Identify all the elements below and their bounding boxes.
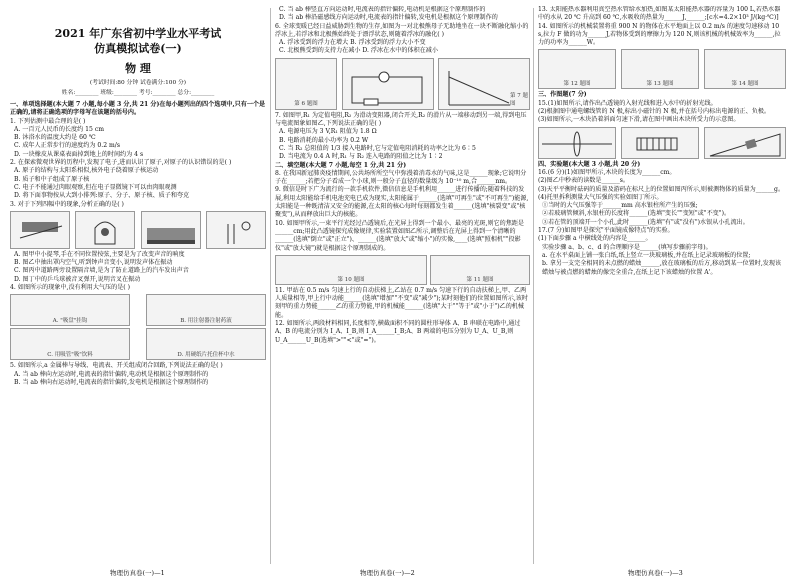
question-7: 7. 如图甲,R₁ 为定值电阻,R₂ 为滑动变阻器,闭合开关,R₂ 的滑片从一端移动到另一端,得到电压与电流图象如图乙,下列说法正确的是( ) xyxy=(275,111,527,128)
q7-figure-graph xyxy=(438,58,530,110)
q4-figure-a xyxy=(10,294,130,326)
q3-figure-violin xyxy=(10,211,70,249)
q1-option-c: C. 成年人正常步行的速度约为 0.2 m/s xyxy=(14,142,120,150)
q2-option-c: C. 电子不能通过肉眼观察,但在电子显微镜下可以由肉眼观测 xyxy=(14,183,177,191)
question-17-step-b: b. 拿另一支完全相同的未点燃的蜡烛______,放在玻璃板的后方,移动到某一位置时,发现该蜡烛与被点燃的蜡烛的像完全重合,在纸上记下该蜡烛的位置 A'。 xyxy=(542,260,782,276)
q4-option-a: A. "吸盘"挂钩 xyxy=(52,318,88,325)
solenoid-icon xyxy=(623,130,697,158)
question-11: 11. 甲站在 0.5 m/s 匀速上行的自动扶梯上,乙站在 0.7 m/s 匀速下行的自动扶梯上,甲、乙两人质量相等,甲上行中动能______(选填"增加""不变"或"减少");某时刻他们的位置如图所示,该时刻甲的重力势能______乙的重力势能,甲的机械能______(选填"大于""等于"或"小于")乙的机械能。 xyxy=(275,286,528,319)
q12-figure xyxy=(538,49,616,89)
q3-option-d: D. 图丁中的乒乓球被音叉弹开,说明音叉在振动 xyxy=(14,275,141,283)
figure-12-caption: 第 12 题图 xyxy=(563,81,591,88)
q14-figure xyxy=(704,49,786,89)
question-12: 12. 如图所示,两段材料相同,长度相等,横截面积不同的圆柱形导体 A、B 串联在电路中,通过 A、B 的电流分别为 I_A、I_B,则 I_A______I_B;A、B 两端的电压分别为 U_A、U_B,则 U_A______U_B(选填">""<"或"=")。 xyxy=(275,320,521,344)
tuning-fork-icon xyxy=(208,214,264,248)
q3-figure-sound-wall xyxy=(141,211,201,249)
question-16-part-2: (2)图乙中秒表的读数是______s。 xyxy=(538,177,629,185)
question-1: 1. 下列估测中最合理的是( ) xyxy=(10,117,86,125)
q7-figure-circuit xyxy=(342,58,434,110)
figure-6-caption: 第 6 题图 xyxy=(294,101,318,108)
q1-option-b: B. 沐浴水的温度大约是 60 ℃ xyxy=(14,134,96,142)
q7-option-c: C. 当 R₂ 总阻值的 1/3 接入电路时,它与定值电阻消耗的功率之比为 6∶5 xyxy=(279,144,476,152)
q6-figure-polar-bears xyxy=(275,58,337,110)
q4-figure-b xyxy=(146,294,266,326)
column-1 xyxy=(10,6,266,566)
q6-options-ab: A. 浮冰受到的浮力在增大 B. 浮冰受到的浮力大小不变 xyxy=(279,39,426,47)
q4-option-b: B. 用注射器注射药液 xyxy=(180,318,232,325)
q10-figure-lens xyxy=(275,255,427,285)
q6-q7-figures xyxy=(275,58,530,110)
q4-figure-d xyxy=(146,328,266,360)
question-6: 6. 全球变暖已经日益威胁到生物的生存,如图为一对北极熊母子无助地坐在一块不断融化缩小的浮冰上,若浮冰和北极熊始终处于漂浮状态,则随着浮冰的融化( ) xyxy=(275,22,529,38)
q12-q14-figures xyxy=(538,49,786,89)
question-5: 5. 如图所示,a 金属棒与导线、电流表、开关组成闭合回路,下列说法正确的是( ) xyxy=(10,362,223,370)
question-4: 4. 如图所示的现象中,没有利用大气压的是( ) xyxy=(10,284,130,292)
q6-options-cd: C. 北极熊受到的支持力在减小 D. 浮冰在水中的体积在减小 xyxy=(279,47,438,55)
circuit-icon xyxy=(344,69,432,109)
sound-wall-icon xyxy=(143,214,199,248)
question-9: 9. 微信是时下广为流行的一款手机软件,微信信息是手机利用______进行传播的;随着科技的发展,利用太阳能给手机电池充电已成为现实,太阳能属于______(选填"可再生"或"不可再生")能源,太阳能是一种既清洁又安全的能源,在太阳的核心每时每刻都发生着______(选填"核裂变"或"核聚变"),从而释放出巨大的核能。 xyxy=(275,186,529,219)
question-10: 10. 如图甲所示,一束平行光经过凸透镜后,在光屏上得到一个最小、最亮的光斑,则它的焦距是______cm;用此凸透镜探究成像规律,实验装置如图乙所示,调整后在光屏上得到一个清晰的______(选填"倒立"或"正立")、______(选填"放大"或"缩小")的实像,____(选填"照相机""投影仪"或"放大镜")就是根据这个原理制成的。 xyxy=(275,219,525,252)
question-17: 17.(7 分)如图甲是探究"平面镜成像特点"的实验。 xyxy=(538,227,674,235)
iv-graph-icon xyxy=(439,69,510,109)
q2-option-a: A. 原子的结构与太阳系相似,核外电子绕着原子核运动 xyxy=(14,167,159,175)
violin-icon xyxy=(12,214,68,248)
page-footer-3: 物理仿真卷(一)—3 xyxy=(628,569,683,577)
q15-figure-incline xyxy=(704,127,786,159)
q5-option-c: C. 当 ab 棒竖直方向运动时,电流表的指针偏转,电动机是根据这个原理制作的 xyxy=(279,6,486,13)
column-2 xyxy=(275,6,530,566)
q4-figures-top xyxy=(10,294,266,326)
figure-14-caption: 第 14 题图 xyxy=(731,81,759,88)
question-16-part-3: (3)天平平衡时砝码的质量及游码在标尺上的位置如图丙所示,则被测物体的质量为______g。 xyxy=(538,185,785,193)
column-divider-1 xyxy=(270,8,271,564)
question-17-step-a: a. 在水平桌面上铺一张白纸,纸上竖立一块玻璃板,并在纸上记录玻璃板的位置; xyxy=(542,251,751,259)
question-13: 13. 太阳能热水器利用真空热水管给水加热,如图某太阳能热水器的容量为 100 L,若热水器中的水从 20 ℃ 升高到 60 ℃,水吸收的热量为______J,______;[c水=4.2×10³ J/(kg·℃)] xyxy=(538,6,781,22)
question-14: 14. 如图所示的机械装置将重 900 N 的物体在水平地面上以 0.2 m/s 的速度匀速移动 10 s,拉力 F 做的功为______J,若物体受到的摩擦力为 120 N,则该机械的机械效率为______,拉力的功率为______W。 xyxy=(538,22,781,47)
question-15: 15.(1)如图所示,请作出凸透镜的入射光线和进入水中的折射光线。 xyxy=(538,99,717,107)
question-15-part-3: (3)如图所示,一木块沿着斜面匀速下滑,请在图中画出木块所受力的示意图。 xyxy=(538,116,740,124)
q7-option-a: A. 电源电压为 3 V,R₁ 阻值为 1.8 Ω xyxy=(279,128,377,136)
q15-figures xyxy=(538,127,786,159)
q15-figure-lens xyxy=(538,127,616,159)
figure-10-caption: 第 10 题图 xyxy=(337,276,365,283)
question-16-sub-2: ②若玻璃管倾斜,水银柱的长度将______(选填"变长""变短"或"不变")。 xyxy=(542,210,731,218)
q2-option-b: B. 质子和中子组成了原子核 xyxy=(14,175,90,183)
section-3-heading: 三、作图题(7 分) xyxy=(538,91,587,99)
q4-figures-bottom xyxy=(10,328,266,360)
q3-figures xyxy=(10,211,266,249)
page-footer-1: 物理仿真卷(一)—1 xyxy=(110,569,165,577)
exam-meta: (考试时间:80 分钟 试卷满分:100 分) xyxy=(89,80,187,86)
exam-subtitle: 仿真模拟试卷(一) xyxy=(94,42,182,55)
question-17-order: 实验步骤 a、b、c、d 的合理顺序是______(填写步骤前字母)。 xyxy=(542,243,712,251)
figure-13-caption: 第 13 题图 xyxy=(646,81,674,88)
q10-q11-figures xyxy=(275,255,530,285)
q4-option-c: C. 用吸管"吸"饮料 xyxy=(47,352,93,359)
q1-option-a: A. 一百元人民币的长度约 15 cm xyxy=(14,125,105,133)
q5-option-a: A. 当 ab 棒向左运动时,电流表的指针偏转,电动机是根据这个原理制作的 xyxy=(14,370,209,378)
q3-figure-bell-jar xyxy=(75,211,135,249)
question-16-sub-3: ③若在管的顶端开一个小孔,此时______(选填"有"或"没有")水银从小孔流出。 xyxy=(542,218,749,226)
q4-option-d: D. 用硬纸片托住杯中水 xyxy=(177,352,235,359)
question-15-part-2: (2)根据图中通电螺线管的 N 极,标出小磁针的 N 极,并在括号内标出电源的正、负极。 xyxy=(538,108,771,116)
bell-jar-icon xyxy=(77,214,133,248)
column-divider-2 xyxy=(533,8,534,564)
q5-option-d: D. 当 ab 棒沿磁感线方向运动时,电流表的指针偏转,发电机是根据这个原理制作的 xyxy=(279,14,498,22)
page-footer-2: 物理仿真卷(一)—2 xyxy=(360,569,415,577)
q5-option-b: B. 当 ab 棒向右运动时,电流表的指针偏转,发电机是根据这个原理制作的 xyxy=(14,378,209,386)
question-16-sub-1: ①当时的大气压强等于______mm 高水银柱所产生的压强; xyxy=(542,202,698,210)
q3-option-a: A. 图甲中小提琴,手在不同位置按弦,主要是为了改变声音的响度 xyxy=(14,250,185,258)
section-2-heading: 二、填空题(本大题 7 小题,每空 1 分,共 21 分) xyxy=(275,161,407,169)
section-1-heading: 一、单项选择题(本大题 7 小题,每小题 3 分,共 21 分)在每小题列出的四个选项中,只有一个是正确的,请将正确选项的字母写在该题的括号内。 xyxy=(10,101,266,117)
q4-figure-c xyxy=(10,328,130,360)
incline-icon xyxy=(706,130,784,158)
exam-subject: 物 理 xyxy=(125,62,151,75)
section-4-heading: 四、实验题(本大题 3 小题,共 20 分) xyxy=(538,160,641,168)
question-16: 16.(6 分)(1)如图甲所示,木块的长度为______cm。 xyxy=(538,168,676,176)
q15-figure-solenoid xyxy=(621,127,699,159)
student-info: 姓名:________ 班级:________ 考号:________ 总分:________ xyxy=(61,90,215,96)
question-2: 2. 在探索微观世界的历程中,发现了电子,进而认识了原子,对原子的认识错误的是( ) xyxy=(10,159,232,167)
figure-7-caption: 第 7 题图 xyxy=(510,93,529,108)
q7-option-d: D. 当电流为 0.4 A 时,R₁ 与 R₂ 连入电路的阻值之比为 1∶2 xyxy=(279,153,443,161)
exam-title: 2021 年广东省初中学业水平考试 xyxy=(54,27,222,40)
q1-option-d: D. 一块橡皮从课桌表面掉到地上的时间约为 4 s xyxy=(14,150,144,158)
q3-figure-tuning-fork xyxy=(206,211,266,249)
lens-icon xyxy=(540,130,614,158)
q2-option-d: D. 将下面事物按从大到小排列:原子、分子、原子核、质子和夸克 xyxy=(14,192,190,200)
question-17-part-1: (1)下面步骤 a 中横线处的内容是______。 xyxy=(538,235,652,243)
q11-figure-escalator xyxy=(430,255,530,285)
q3-option-c: C. 图丙中道路两旁设置隔音墙,是为了防止道路上的汽车发出声音 xyxy=(14,267,189,275)
question-16-part-4: (4)托里拆利测量大气压强的实验如图丁所示。 xyxy=(538,193,663,201)
question-3: 3. 对于下列四幅中的现象,分析正确的是( ) xyxy=(10,200,124,208)
question-8: 8. 在我国新冠肺炎疫情期间,公共场所所空气中弥漫着消毒水的气味,这是______现象;它说明分子在______;若把分子看成一个小球,则一般分子直径的数量级为 10⁻¹⁰ m,合______nm。 xyxy=(275,169,527,186)
q3-option-b: B. 图乙中抽出罩内空气,听到钟声音变小,说明发声体在振动 xyxy=(14,259,173,267)
figure-11-caption: 第 11 题图 xyxy=(466,276,494,283)
column-3 xyxy=(538,6,786,566)
q13-figure xyxy=(621,49,699,89)
q7-option-b: B. 电路消耗的最小功率为 0.2 W xyxy=(279,136,369,144)
